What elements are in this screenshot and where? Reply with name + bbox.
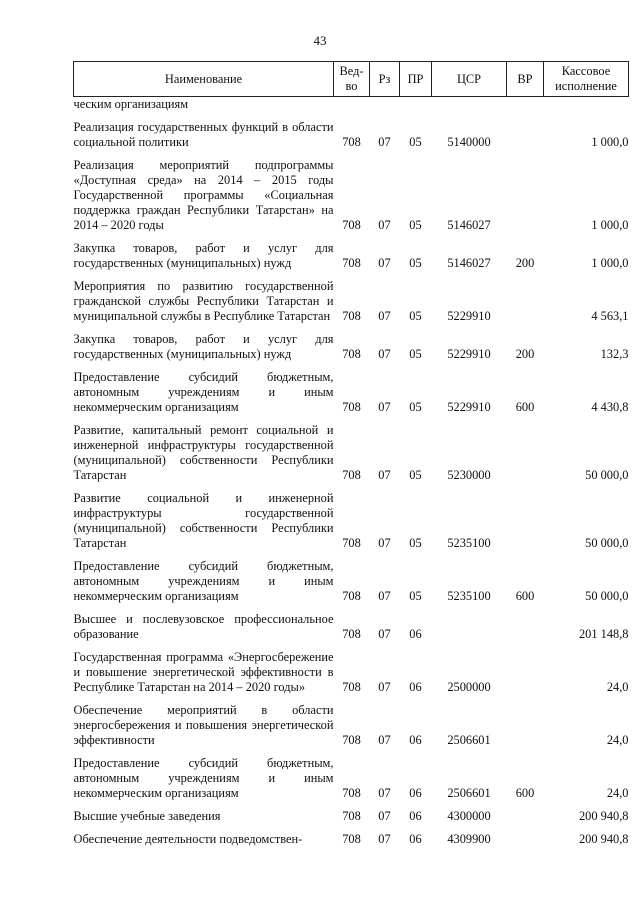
row-spacer [74, 824, 629, 832]
row-amount: 200 940,8 [578, 809, 629, 823]
row-vr: 200 [515, 256, 535, 270]
table-row [74, 332, 629, 362]
row-csr: 5229910 [447, 347, 491, 361]
row-ved: 708 [342, 135, 361, 149]
table-row [74, 279, 629, 324]
row-spacer [74, 604, 629, 612]
row-amount: 4 563,1 [591, 309, 629, 323]
col-header-amount: Кассовое исполнение [544, 62, 629, 97]
row-name: Развитие, капитальный ремонт социальной и инженерной инфраструктуры государственной (муниципальной) собственности Республики Татарстан [73, 423, 334, 482]
row-csr: 4300000 [447, 809, 491, 823]
row-pr: 05 [409, 218, 422, 232]
row-name: Государственная программа «Энергосбережение и повышение энергетической эффективности в Республике Татарстан на 2014 – 2020 годы» [73, 650, 334, 694]
table-row [74, 120, 629, 150]
row-vr: 600 [515, 400, 535, 414]
row-name: Закупка товаров, работ и услуг для государственных (муниципальных) нужд [73, 332, 334, 361]
row-rz: 07 [378, 786, 391, 800]
row-csr: 5235100 [447, 536, 491, 550]
row-rz: 07 [378, 536, 391, 550]
row-ved: 708 [342, 809, 361, 823]
row-name: Предоставление субсидий бюджетным, автономным учреждениям и иным некоммерческим организациям [73, 370, 334, 414]
row-pr: 05 [409, 468, 422, 482]
row-csr [432, 612, 507, 642]
row-amount: 24,0 [606, 680, 629, 694]
row-amount: 24,0 [606, 786, 629, 800]
table-row [74, 756, 629, 801]
col-header-rz: Рз [370, 62, 400, 97]
row-rz: 07 [378, 733, 391, 747]
row-rz: 07 [378, 468, 391, 482]
row-amount: 50 000,0 [585, 536, 629, 550]
row-ved: 708 [342, 309, 361, 323]
row-rz: 07 [378, 309, 391, 323]
table-row [74, 612, 629, 642]
row-spacer [74, 150, 629, 158]
table-row [74, 703, 629, 748]
row-pr: 06 [409, 733, 422, 747]
row-rz: 07 [378, 680, 391, 694]
row-name: Предоставление субсидий бюджетным, автономным учреждениям и иным некоммерческим организациям [73, 559, 334, 603]
row-csr: 5229910 [447, 400, 491, 414]
row-name: Мероприятия по развитию государственной гражданской службы Республики Татарстан и муниципальной службы в Республике Татарстан [73, 279, 334, 323]
row-csr: 5146027 [447, 256, 491, 270]
row-amount: 200 940,8 [578, 832, 629, 846]
row-ved: 708 [342, 218, 361, 232]
row-vr [507, 832, 544, 847]
col-header-pr: ПР [400, 62, 432, 97]
row-rz: 07 [378, 347, 391, 361]
row-vr [507, 423, 544, 483]
col-header-ved: Вед- во [334, 62, 370, 97]
row-ved: 708 [342, 733, 361, 747]
row-csr: 4309900 [447, 832, 491, 846]
table-body [74, 97, 629, 848]
row-name: ческим организациям [73, 97, 189, 111]
row-pr: 06 [409, 786, 422, 800]
row-spacer [74, 642, 629, 650]
row-vr [507, 158, 544, 233]
table-row [74, 158, 629, 233]
row-amount: 1 000,0 [591, 218, 629, 232]
row-spacer [74, 271, 629, 279]
row-name: Развитие социальной и инженерной инфраструктуры государственной (муниципальной) собственности Республики Татарстан [73, 491, 334, 550]
row-name: Высшее и послевузовское профессиональное образование [73, 612, 334, 641]
row-amount: 132,3 [600, 347, 629, 361]
row-ved: 708 [342, 627, 361, 641]
row-rz [370, 97, 400, 113]
row-pr: 06 [409, 627, 422, 641]
table-row [74, 559, 629, 604]
row-name: Закупка товаров, работ и услуг для государственных (муниципальных) нужд [73, 241, 334, 270]
row-spacer [74, 801, 629, 809]
row-vr [507, 279, 544, 324]
table-header [74, 62, 629, 97]
row-amount: 201 148,8 [578, 627, 629, 641]
row-pr: 05 [409, 135, 422, 149]
table-row [74, 97, 629, 113]
row-spacer [74, 415, 629, 423]
row-pr: 06 [409, 809, 422, 823]
table-row [74, 650, 629, 695]
row-rz: 07 [378, 832, 391, 846]
row-pr: 05 [409, 589, 422, 603]
row-rz: 07 [378, 400, 391, 414]
row-spacer [74, 233, 629, 241]
row-pr [400, 97, 432, 113]
row-ved: 708 [342, 536, 361, 550]
row-vr [507, 491, 544, 551]
row-vr [507, 650, 544, 695]
row-rz: 07 [378, 809, 391, 823]
row-vr: 200 [515, 347, 535, 361]
budget-table [73, 61, 629, 847]
row-amount: 4 430,8 [591, 400, 629, 414]
row-vr: 600 [515, 786, 535, 800]
row-rz: 07 [378, 256, 391, 270]
table-row [74, 423, 629, 483]
row-vr [507, 612, 544, 642]
col-header-vr: ВР [507, 62, 544, 97]
col-header-csr: ЦСР [432, 62, 507, 97]
row-pr: 05 [409, 347, 422, 361]
table-row [74, 832, 629, 847]
row-amount: 24,0 [606, 733, 629, 747]
row-rz: 07 [378, 627, 391, 641]
row-pr: 05 [409, 536, 422, 550]
row-ved: 708 [342, 680, 361, 694]
row-csr: 5235100 [447, 589, 491, 603]
row-ved [334, 97, 370, 113]
row-vr [507, 809, 544, 824]
row-amount [544, 97, 629, 113]
row-spacer [74, 112, 629, 120]
row-ved: 708 [342, 468, 361, 482]
row-vr [507, 120, 544, 150]
row-name: Предоставление субсидий бюджетным, автономным учреждениям и иным некоммерческим организациям [73, 756, 334, 800]
row-pr: 06 [409, 832, 422, 846]
row-amount: 1 000,0 [591, 256, 629, 270]
row-name: Обеспечение деятельности подведомствен- [73, 832, 303, 846]
row-amount: 1 000,0 [591, 135, 629, 149]
row-rz: 07 [378, 589, 391, 603]
row-amount: 50 000,0 [585, 589, 629, 603]
row-vr [507, 97, 544, 113]
row-spacer [74, 551, 629, 559]
table-row [74, 370, 629, 415]
row-name: Высшие учебные заведения [73, 809, 221, 823]
row-ved: 708 [342, 347, 361, 361]
row-ved: 708 [342, 832, 361, 846]
row-ved: 708 [342, 400, 361, 414]
row-pr: 06 [409, 680, 422, 694]
row-spacer [74, 324, 629, 332]
row-spacer [74, 362, 629, 370]
table-row [74, 491, 629, 551]
row-ved: 708 [342, 589, 361, 603]
row-csr: 2506601 [447, 786, 491, 800]
row-csr: 5230000 [447, 468, 491, 482]
row-name: Реализация мероприятий подпрограммы «Доступная среда» на 2014 – 2015 годы Государственной программы «Социальная поддержка граждан Республики Татарстан» на 2014 – 2020 годы [73, 158, 334, 232]
row-name: Обеспечение мероприятий в области энергосбережения и повышения энергетической эффективности [73, 703, 334, 747]
row-csr [432, 97, 507, 113]
row-vr: 600 [515, 589, 535, 603]
row-pr: 05 [409, 309, 422, 323]
col-header-name: Наименование [74, 62, 334, 97]
row-pr: 05 [409, 256, 422, 270]
row-csr: 5146027 [447, 218, 491, 232]
table-row [74, 241, 629, 271]
row-spacer [74, 483, 629, 491]
row-csr: 2500000 [447, 680, 491, 694]
row-spacer [74, 748, 629, 756]
row-rz: 07 [378, 218, 391, 232]
row-csr: 5229910 [447, 309, 491, 323]
row-amount: 50 000,0 [585, 468, 629, 482]
row-rz: 07 [378, 135, 391, 149]
row-ved: 708 [342, 256, 361, 270]
row-vr [507, 703, 544, 748]
row-spacer [74, 695, 629, 703]
row-csr: 2506601 [447, 733, 491, 747]
row-csr: 5140000 [447, 135, 491, 149]
table-row [74, 809, 629, 824]
row-pr: 05 [409, 400, 422, 414]
row-name: Реализация государственных функций в области социальной политики [73, 120, 334, 149]
page-number: 43 [313, 33, 327, 48]
row-ved: 708 [342, 786, 361, 800]
